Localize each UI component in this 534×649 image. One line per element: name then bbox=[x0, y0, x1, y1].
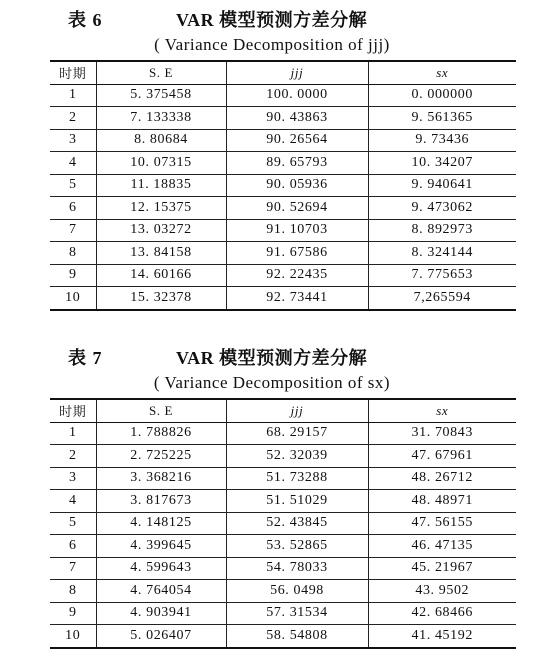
cell-jjj: 54. 78033 bbox=[226, 557, 368, 580]
table-row bbox=[50, 557, 516, 580]
table-7-label: 表 7 bbox=[68, 348, 103, 368]
cell-sx: 9. 73436 bbox=[368, 129, 516, 152]
table-row bbox=[50, 242, 516, 265]
cell-jjj: 52. 32039 bbox=[226, 445, 368, 468]
header-jjj: jjj bbox=[226, 399, 368, 422]
cell-sx: 45. 21967 bbox=[368, 557, 516, 580]
header-se: S. E bbox=[96, 61, 226, 84]
table-row bbox=[50, 219, 516, 242]
table-6-label: 表 6 bbox=[68, 10, 103, 30]
cell-period: 1 bbox=[50, 422, 96, 445]
table-row bbox=[50, 174, 516, 197]
cell-jjj: 90. 52694 bbox=[226, 197, 368, 220]
table-6 bbox=[50, 60, 516, 311]
cell-se: 4. 148125 bbox=[96, 512, 226, 535]
cell-jjj: 52. 43845 bbox=[226, 512, 368, 535]
table-row bbox=[50, 264, 516, 287]
header-sx: sx bbox=[368, 399, 516, 422]
header-period: 时期 bbox=[50, 399, 96, 422]
table-6-title: VAR 模型预测方差分解 bbox=[176, 10, 368, 30]
table-row bbox=[50, 129, 516, 152]
cell-se: 1. 788826 bbox=[96, 422, 226, 445]
cell-sx: 9. 561365 bbox=[368, 107, 516, 130]
table-6-block bbox=[0, 0, 534, 311]
cell-period: 1 bbox=[50, 84, 96, 107]
cell-jjj: 56. 0498 bbox=[226, 580, 368, 603]
table-6-subtitle: ( Variance Decomposition of jjj) bbox=[154, 35, 390, 54]
cell-sx: 10. 34207 bbox=[368, 152, 516, 175]
cell-se: 7. 133338 bbox=[96, 107, 226, 130]
table-row bbox=[50, 107, 516, 130]
cell-se: 3. 368216 bbox=[96, 467, 226, 490]
cell-jjj: 92. 22435 bbox=[226, 264, 368, 287]
cell-period: 2 bbox=[50, 445, 96, 468]
cell-period: 9 bbox=[50, 264, 96, 287]
cell-sx: 8. 892973 bbox=[368, 219, 516, 242]
cell-sx: 48. 26712 bbox=[368, 467, 516, 490]
cell-period: 3 bbox=[50, 129, 96, 152]
cell-se: 12. 15375 bbox=[96, 197, 226, 220]
table-row bbox=[50, 467, 516, 490]
cell-period: 10 bbox=[50, 625, 96, 648]
cell-sx: 48. 48971 bbox=[368, 490, 516, 513]
cell-jjj: 89. 65793 bbox=[226, 152, 368, 175]
cell-jjj: 51. 73288 bbox=[226, 467, 368, 490]
cell-se: 4. 764054 bbox=[96, 580, 226, 603]
cell-period: 5 bbox=[50, 174, 96, 197]
cell-sx: 7,265594 bbox=[368, 287, 516, 310]
cell-se: 4. 599643 bbox=[96, 557, 226, 580]
table-row bbox=[50, 580, 516, 603]
cell-se: 13. 03272 bbox=[96, 219, 226, 242]
cell-se: 3. 817673 bbox=[96, 490, 226, 513]
cell-sx: 9. 940641 bbox=[368, 174, 516, 197]
cell-se: 2. 725225 bbox=[96, 445, 226, 468]
cell-jjj: 57. 31534 bbox=[226, 602, 368, 625]
cell-period: 9 bbox=[50, 602, 96, 625]
cell-sx: 7. 775653 bbox=[368, 264, 516, 287]
cell-se: 10. 07315 bbox=[96, 152, 226, 175]
cell-sx: 0. 000000 bbox=[368, 84, 516, 107]
cell-period: 5 bbox=[50, 512, 96, 535]
table-header-row bbox=[50, 61, 516, 84]
cell-se: 15. 32378 bbox=[96, 287, 226, 310]
cell-se: 14. 60166 bbox=[96, 264, 226, 287]
cell-se: 4. 903941 bbox=[96, 602, 226, 625]
cell-jjj: 51. 51029 bbox=[226, 490, 368, 513]
cell-period: 4 bbox=[50, 490, 96, 513]
cell-se: 11. 18835 bbox=[96, 174, 226, 197]
cell-jjj: 91. 67586 bbox=[226, 242, 368, 265]
table-header-row bbox=[50, 399, 516, 422]
table-7-subtitle: ( Variance Decomposition of sx) bbox=[153, 373, 391, 392]
table-7 bbox=[50, 398, 516, 649]
cell-se: 4. 399645 bbox=[96, 535, 226, 558]
table-row bbox=[50, 625, 516, 648]
cell-period: 7 bbox=[50, 219, 96, 242]
cell-jjj: 90. 05936 bbox=[226, 174, 368, 197]
cell-sx: 43. 9502 bbox=[368, 580, 516, 603]
cell-sx: 8. 324144 bbox=[368, 242, 516, 265]
table-row bbox=[50, 422, 516, 445]
table-row bbox=[50, 512, 516, 535]
cell-sx: 47. 56155 bbox=[368, 512, 516, 535]
cell-jjj: 53. 52865 bbox=[226, 535, 368, 558]
table-7-title: VAR 模型预测方差分解 bbox=[176, 348, 368, 368]
cell-jjj: 58. 54808 bbox=[226, 625, 368, 648]
cell-jjj: 91. 10703 bbox=[226, 219, 368, 242]
cell-period: 6 bbox=[50, 197, 96, 220]
cell-period: 2 bbox=[50, 107, 96, 130]
table-row bbox=[50, 287, 516, 310]
table-7-block bbox=[0, 338, 534, 649]
cell-jjj: 90. 26564 bbox=[226, 129, 368, 152]
cell-jjj: 100. 0000 bbox=[226, 84, 368, 107]
cell-se: 5. 026407 bbox=[96, 625, 226, 648]
cell-sx: 9. 473062 bbox=[368, 197, 516, 220]
cell-sx: 42. 68466 bbox=[368, 602, 516, 625]
cell-sx: 41. 45192 bbox=[368, 625, 516, 648]
cell-period: 8 bbox=[50, 580, 96, 603]
header-period: 时期 bbox=[50, 61, 96, 84]
header-jjj: jjj bbox=[226, 61, 368, 84]
cell-jjj: 68. 29157 bbox=[226, 422, 368, 445]
cell-sx: 31. 70843 bbox=[368, 422, 516, 445]
cell-period: 6 bbox=[50, 535, 96, 558]
cell-period: 3 bbox=[50, 467, 96, 490]
cell-period: 4 bbox=[50, 152, 96, 175]
cell-period: 8 bbox=[50, 242, 96, 265]
table-6-caption bbox=[0, 0, 534, 30]
cell-se: 5. 375458 bbox=[96, 84, 226, 107]
table-7-caption bbox=[0, 338, 534, 368]
table-row bbox=[50, 152, 516, 175]
cell-se: 8. 80684 bbox=[96, 129, 226, 152]
header-se: S. E bbox=[96, 399, 226, 422]
table-row bbox=[50, 197, 516, 220]
cell-period: 7 bbox=[50, 557, 96, 580]
cell-sx: 47. 67961 bbox=[368, 445, 516, 468]
table-row bbox=[50, 445, 516, 468]
table-row bbox=[50, 84, 516, 107]
cell-sx: 46. 47135 bbox=[368, 535, 516, 558]
cell-jjj: 92. 73441 bbox=[226, 287, 368, 310]
table-row bbox=[50, 602, 516, 625]
table-row bbox=[50, 490, 516, 513]
cell-jjj: 90. 43863 bbox=[226, 107, 368, 130]
header-sx: sx bbox=[368, 61, 516, 84]
table-row bbox=[50, 535, 516, 558]
cell-period: 10 bbox=[50, 287, 96, 310]
cell-se: 13. 84158 bbox=[96, 242, 226, 265]
